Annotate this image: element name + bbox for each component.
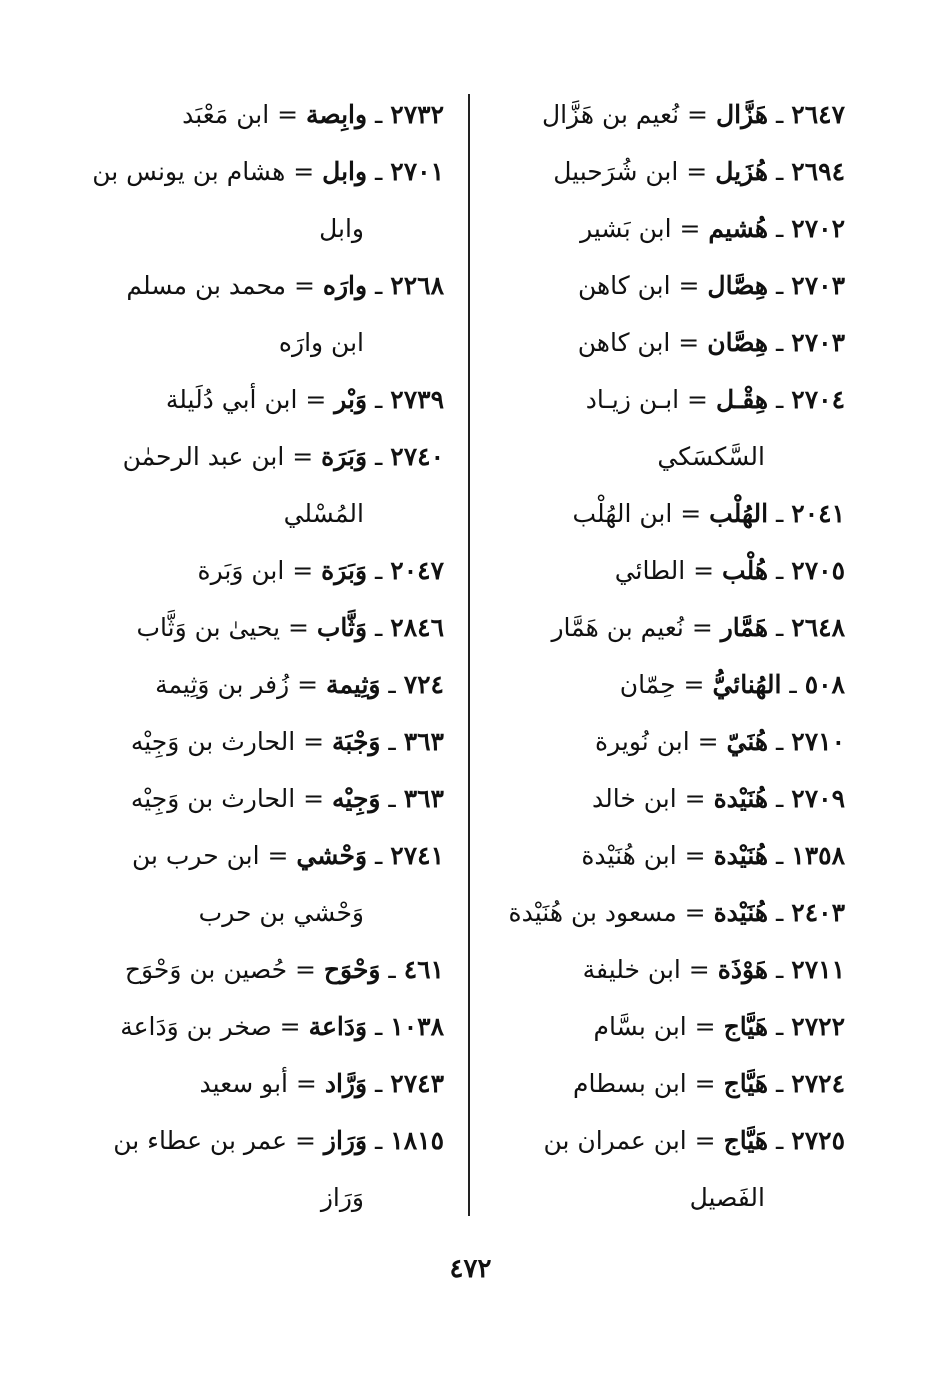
entry-continuation: المُسْلي xyxy=(283,499,364,528)
entry-name: هُلْب xyxy=(722,556,769,585)
entry-number: ٢٦٩٤ xyxy=(791,157,845,186)
index-entry xyxy=(485,599,845,656)
entry-description: = ابن عبد الرحمٰن xyxy=(122,442,314,471)
entry-number: ٢٠٤١ xyxy=(791,499,845,528)
index-entry xyxy=(92,542,444,599)
entry-number: ٢٧٢٥ xyxy=(791,1126,845,1155)
entry-number: ٢٧٤١ xyxy=(390,841,444,870)
entry-number: ٤٦١ xyxy=(403,955,444,984)
index-entry xyxy=(92,371,444,428)
entry-name: وَبْر xyxy=(334,385,368,414)
entry-number: ٢٧٢٤ xyxy=(791,1069,845,1098)
entry-continuation: السَّكسَكي xyxy=(657,442,765,471)
entry-continuation: وابل xyxy=(319,214,364,243)
entry-separator: ـ xyxy=(367,1126,391,1155)
index-entry xyxy=(485,770,845,827)
entry-separator: ـ xyxy=(768,841,792,870)
entry-separator: ـ xyxy=(768,955,792,984)
entry-description: = ابن مَعْبَد xyxy=(182,100,299,129)
entry-number: ٢٧٣٩ xyxy=(390,385,444,414)
entry-description: = ابن هُنَيْدة xyxy=(581,841,706,870)
entry-name: هُنَيّ xyxy=(726,727,769,756)
index-entry xyxy=(92,86,444,143)
entry-number: ٢٧٠١ xyxy=(390,157,444,186)
entry-separator: ـ xyxy=(768,271,792,300)
index-entry xyxy=(92,257,444,371)
entry-name: هُشيم xyxy=(708,214,769,243)
entry-number: ٢٧٤٠ xyxy=(390,442,444,471)
index-entry xyxy=(92,713,444,770)
entry-description: = ابن خالد xyxy=(592,784,706,813)
index-entry xyxy=(485,1112,845,1226)
entry-number: ٢٧٠٤ xyxy=(791,385,845,414)
entry-description: = حِمّان xyxy=(619,670,705,699)
left-column xyxy=(92,86,444,1226)
entry-separator: ـ xyxy=(380,670,404,699)
entry-description: = ابن أبي دُلَيلة xyxy=(165,385,327,414)
entry-description: = الحارث بن وَجِيْه xyxy=(130,784,325,813)
entry-description: = ابن بسطام xyxy=(572,1069,716,1098)
index-entry xyxy=(92,1055,444,1112)
entry-description: = ابن شُرَحبيل xyxy=(553,157,708,186)
entry-number: ٢٦٤٧ xyxy=(791,100,845,129)
entry-separator: ـ xyxy=(768,214,792,243)
entry-number: ٧٢٤ xyxy=(403,670,444,699)
entry-name: هُنَيْدة xyxy=(713,841,769,870)
entry-number: ٢٧٢٢ xyxy=(791,1012,845,1041)
index-entry xyxy=(485,998,845,1055)
entry-number: ١٨١٥ xyxy=(390,1126,444,1155)
entry-separator: ـ xyxy=(768,1012,792,1041)
entry-name: هُنَيْدة xyxy=(713,898,769,927)
entry-separator: ـ xyxy=(768,328,792,357)
index-entry xyxy=(485,485,845,542)
right-column xyxy=(485,86,845,1226)
entry-description: = ابن بَشير xyxy=(580,214,701,243)
entry-description: = عمر بن عطاء بن xyxy=(113,1126,316,1155)
entry-separator: ـ xyxy=(768,385,792,414)
entry-number: ٢٦٤٨ xyxy=(791,613,845,642)
entry-description: = ابن خليفة xyxy=(582,955,710,984)
entry-description: = حُصين بن وَحْوَح xyxy=(124,955,316,984)
entry-separator: ـ xyxy=(768,784,792,813)
entry-name: هُزَيل xyxy=(715,157,769,186)
entry-separator: ـ xyxy=(781,670,805,699)
entry-name: هَمَّار xyxy=(720,613,769,642)
entry-continuation: وَرَاز xyxy=(320,1183,364,1212)
entry-separator: ـ xyxy=(367,1069,391,1098)
page-number: ٤٧٢ xyxy=(449,1254,492,1284)
index-entry xyxy=(92,599,444,656)
entry-name: هَيَّاج xyxy=(723,1069,769,1098)
entry-name: هِصَّال xyxy=(707,271,769,300)
index-entry xyxy=(92,770,444,827)
entry-separator: ـ xyxy=(768,1069,792,1098)
entry-number: ٢٧٤٣ xyxy=(390,1069,444,1098)
index-entry xyxy=(92,998,444,1055)
entry-number: ٢٧٣٢ xyxy=(390,100,444,129)
entry-description: = محمد بن مسلم xyxy=(126,271,315,300)
entry-separator: ـ xyxy=(380,955,404,984)
index-entry xyxy=(92,941,444,998)
entry-name: الهُلْب xyxy=(709,499,769,528)
entry-description: = ابن كاهن xyxy=(577,328,700,357)
entry-description: = أبو سعيد xyxy=(199,1069,317,1098)
entry-name: هَيَّاج xyxy=(723,1126,769,1155)
entry-description: = صخر بن وَدَاعة xyxy=(120,1012,301,1041)
entry-number: ٢٧٠٥ xyxy=(791,556,845,585)
entry-name: وابل xyxy=(322,157,368,186)
entry-name: هَيَّاج xyxy=(723,1012,769,1041)
entry-description: = ابن وَبَرة xyxy=(197,556,314,585)
index-entry xyxy=(92,428,444,542)
index-entry xyxy=(485,314,845,371)
entry-number: ٢٧١٠ xyxy=(791,727,845,756)
index-entry xyxy=(92,143,444,257)
index-entry xyxy=(485,827,845,884)
entry-description: = ابن نُويرة xyxy=(595,727,719,756)
entry-name: وَجْبَة xyxy=(332,727,381,756)
entry-separator: ـ xyxy=(768,898,792,927)
entry-description: = زُفر بن وَثِيمة xyxy=(155,670,319,699)
index-entry xyxy=(485,257,845,314)
entry-description: = ابن الهُلْب xyxy=(572,499,702,528)
entry-description: = يحيىٰ بن وَثَّاب xyxy=(136,613,309,642)
entry-number: ٣٦٣ xyxy=(403,784,444,813)
index-entry xyxy=(485,1055,845,1112)
entry-name: هَوْذَة xyxy=(717,955,769,984)
entry-name: الهُنائيُّ xyxy=(712,670,782,699)
entry-separator: ـ xyxy=(768,1126,792,1155)
entry-description: = نُعيم بن هَمَّار xyxy=(551,613,713,642)
entry-name: هُنَيْدة xyxy=(713,784,769,813)
index-entry xyxy=(485,200,845,257)
entry-description: = الحارث بن وَجِيْه xyxy=(130,727,325,756)
entry-name: هَزَّال xyxy=(715,100,769,129)
entry-description: = الطائي xyxy=(614,556,715,585)
entry-name: وَدَاعة xyxy=(308,1012,368,1041)
entry-separator: ـ xyxy=(367,841,391,870)
entry-continuation: ابن وارَه xyxy=(278,328,364,357)
entry-description: = مسعود بن هُنَيْدة xyxy=(508,898,706,927)
entry-separator: ـ xyxy=(768,556,792,585)
entry-name: وَرَّاد xyxy=(324,1069,368,1098)
entry-name: وَبَرَة xyxy=(321,556,368,585)
entry-description: = ابن عمران بن xyxy=(543,1126,716,1155)
entry-number: ١٠٣٨ xyxy=(390,1012,444,1041)
index-entry xyxy=(485,542,845,599)
entry-separator: ـ xyxy=(367,556,391,585)
entry-separator: ـ xyxy=(380,727,404,756)
entry-name: وابِصة xyxy=(306,100,368,129)
entry-separator: ـ xyxy=(367,385,391,414)
entry-separator: ـ xyxy=(367,157,391,186)
entry-number: ٢٢٦٨ xyxy=(390,271,444,300)
entry-number: ٥٠٨ xyxy=(804,670,845,699)
entry-name: وَثَّاب xyxy=(316,613,368,642)
index-entry xyxy=(92,656,444,713)
entry-separator: ـ xyxy=(768,613,792,642)
entry-name: وَثِيمة xyxy=(326,670,381,699)
entry-number: ٢٨٤٦ xyxy=(390,613,444,642)
entry-separator: ـ xyxy=(367,442,391,471)
entry-name: وارَه xyxy=(322,271,368,300)
entry-number: ٢٧٠٢ xyxy=(791,214,845,243)
entry-number: ٢٧٠٩ xyxy=(791,784,845,813)
entry-number: ٢٠٤٧ xyxy=(390,556,444,585)
index-entry xyxy=(485,371,845,485)
entry-number: ٢٤٠٣ xyxy=(791,898,845,927)
entry-number: ٣٦٣ xyxy=(403,727,444,756)
entry-separator: ـ xyxy=(768,727,792,756)
index-entry xyxy=(92,1112,444,1226)
column-divider xyxy=(468,94,470,1216)
index-entry xyxy=(485,884,845,941)
index-entry xyxy=(485,713,845,770)
entry-description: = ابن حرب بن xyxy=(131,841,289,870)
entry-separator: ـ xyxy=(768,100,792,129)
entry-description: = نُعيم بن هَزَّال xyxy=(541,100,709,129)
entry-name: وَحْشي xyxy=(296,841,368,870)
index-entry xyxy=(485,86,845,143)
index-entry xyxy=(485,656,845,713)
entry-continuation: وَحْشي بن حرب xyxy=(198,898,364,927)
entry-name: هِصَّان xyxy=(707,328,769,357)
entry-separator: ـ xyxy=(367,1012,391,1041)
entry-description: = ابـن زيـاد xyxy=(585,385,709,414)
entry-continuation: الفَصيل xyxy=(689,1183,765,1212)
index-entry xyxy=(485,143,845,200)
index-entry xyxy=(485,941,845,998)
entry-description: = ابن كاهن xyxy=(577,271,700,300)
entry-number: ٢٧٠٣ xyxy=(791,271,845,300)
entry-separator: ـ xyxy=(768,499,792,528)
entry-number: ١٣٥٨ xyxy=(791,841,845,870)
entry-separator: ـ xyxy=(380,784,404,813)
entry-name: وَجِيْه xyxy=(332,784,381,813)
entry-separator: ـ xyxy=(768,157,792,186)
index-entry xyxy=(92,827,444,941)
entry-name: وَبَرَة xyxy=(321,442,368,471)
entry-description: = ابن بسَّام xyxy=(593,1012,716,1041)
entry-number: ٢٧١١ xyxy=(791,955,845,984)
entry-description: = هشام بن يونس بن xyxy=(92,157,315,186)
entry-separator: ـ xyxy=(367,613,391,642)
entry-name: هِقْـل xyxy=(715,385,769,414)
entry-name: وَحْوَح xyxy=(323,955,381,984)
entry-name: وَرَاز xyxy=(323,1126,368,1155)
entry-number: ٢٧٠٣ xyxy=(791,328,845,357)
entry-separator: ـ xyxy=(367,100,391,129)
entry-separator: ـ xyxy=(367,271,391,300)
